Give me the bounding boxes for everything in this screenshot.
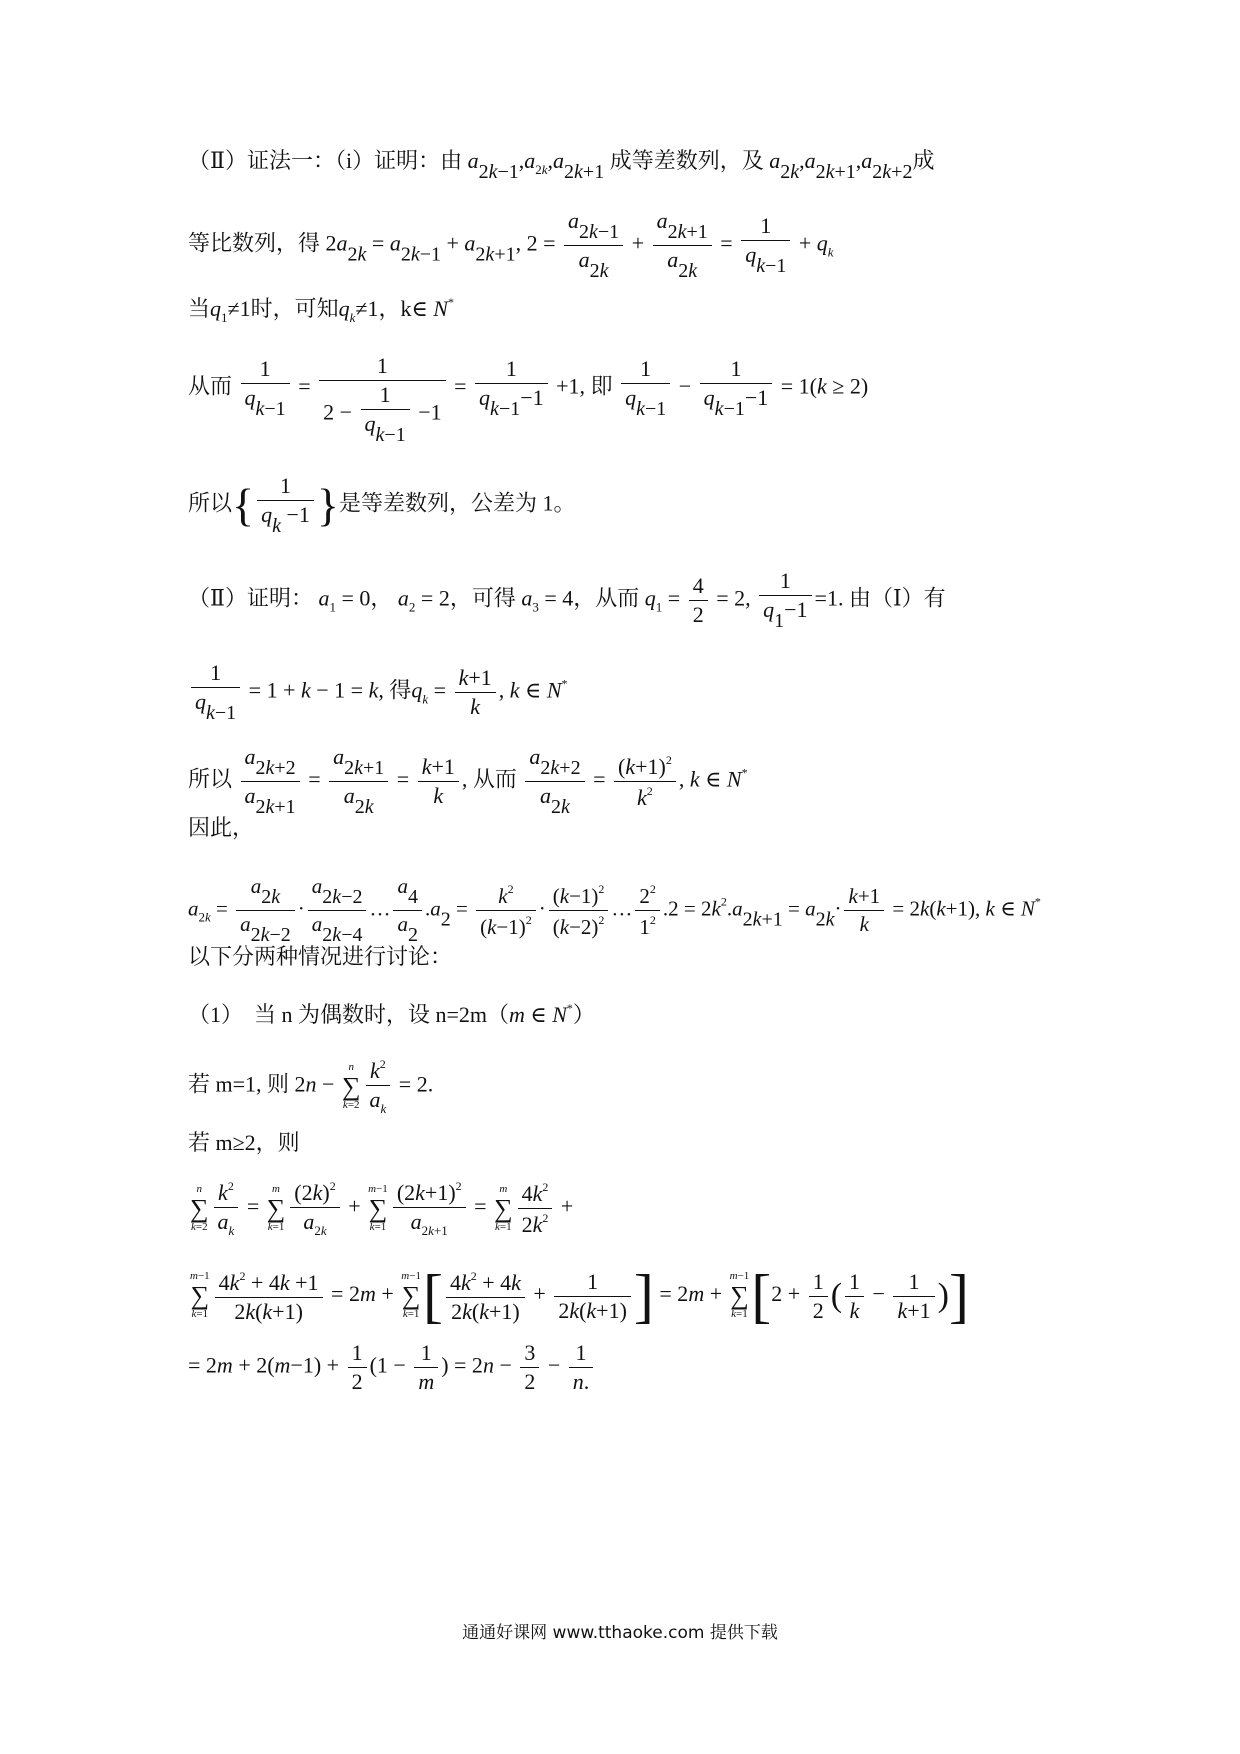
page-footer: 通通好课网 www.tthaoke.com 提供下载 bbox=[462, 1623, 778, 1643]
proof-line-15: n ∑ k=2 $\frac{k^2}{a_k}$ = m ∑ k=1 $\frac{(2k)^2}{a_{2k}}$ + m−1 ∑ k=1 $\frac{(2k+1)^2}{a_{2k+1}}$ = m ∑ k=1 $\frac{4k^2}{2k^2}$ + bbox=[190, 1179, 574, 1238]
proof-line-8: 所以 $\frac{a2k+2}{a2k+1}$ = $\frac{a2k+1}{a2k}$ = $\frac{k+1}{k}$ , 从而 $\frac{a2k+2}{a2k}$ = $\frac{(k+1)^2}{k^2}$ , k ∈ N* bbox=[188, 744, 748, 818]
proof-line-2: 等比数列，得 2a2k = a2k−1 + a2k+1, 2 = $\frac{a2k-1}{a2k}$ + $\frac{a2k+1}{a2k}$ = $\frac{1}{qk-1}$ + $q_k$ bbox=[188, 208, 834, 282]
proof-line-9: 因此， bbox=[188, 815, 255, 840]
proof-line-17: = 2m + 2(m−1) + $\frac{1}{2}$ (1 − $\frac{1}{m}$ ) = 2n − $\frac{3}{2}$ − $\frac{1}{n.}$ bbox=[188, 1342, 596, 1393]
proof-line-13: 若 m=1, 则 2n − n ∑ k=2 $\frac{k^2}{a_k}$ = 2. bbox=[188, 1057, 434, 1116]
proof-line-6: （Ⅱ）证明： $a_1 = 0$， $a_2 = 2$，可得 $a_3 = 4$，从而 $q_1$ = $\frac{4}{2}$ = 2, $\frac{1}{q1-1}$ =1. 由（Ⅰ）有 bbox=[188, 568, 946, 632]
proof-line-5: 所以{ $\frac{1}{qk -1}$ }是等差数列，公差为 1。 bbox=[188, 473, 576, 537]
proof-line-4: 从而 $\frac{1}{qk-1}$ = 1 2 − $\frac{1}{qk-1}$ −1 = $\frac{1}{qk-1-1}$ +1, 即 $\frac{1}{qk-1}$ − $\frac{1}{qk-1-1}$ = 1(k ≥ 2) bbox=[188, 353, 869, 446]
proof-line-11: 以下分两种情况进行讨论： bbox=[188, 944, 453, 969]
proof-line-1: （Ⅱ）证法一：（i）证明：由 $a2k-1,a_{2k},a2k+1$ 成等差数列，及 a2k,a2k+1,a2k+2成 bbox=[188, 148, 935, 183]
proof-line-16: m−1 ∑ k=1 $\frac{4k^2 + 4k +1}{2k(k+1)}$ = 2m + m−1 ∑ k=1[ $\frac{4k^2 + 4k}{2k(k+1)}$ + $\frac{1}{2k(k+1)}$ ] = 2m + m−1 ∑ k=1[2 + $\frac{1}{2}$ ( $\frac{1}{k}$ − $\frac{1}{k+1}$ )] bbox=[190, 1263, 969, 1329]
proof-line-10: $a_{2k}$ = $\frac{a2k}{a2k-2}$ · $\frac{a2k-2}{a2k-4}$ … $\frac{a4}{a2}$ .a2 = $\frac{k^2}{(k-1)^2}$ · $\frac{(k-1)^2}{(k-2)^2}$ … $\frac{2^2}{1^2}$ $.2 = 2k^2.a2k+1 = a2k\cdot$ $\frac{k+1}{k}$ = 2k(k+1), k ∈ N* bbox=[188, 874, 1041, 946]
proof-line-3: 当$q_1\ne 1$时，可知$q_k\ne 1$，k∈ N* bbox=[188, 295, 454, 325]
proof-line-7: $\frac{1}{qk-1}$ = 1 + k − 1 = k, 得$q_k$ = $\frac{k+1}{k}$ , k ∈ N* bbox=[188, 662, 568, 723]
proof-line-12: （1） 当 n 为偶数时，设 n=2m（m ∈ N*） bbox=[188, 1001, 595, 1027]
proof-heading: （Ⅱ）证法一：（i）证明：由 bbox=[188, 148, 463, 173]
proof-line-14: 若 m≥2，则 bbox=[188, 1130, 300, 1155]
